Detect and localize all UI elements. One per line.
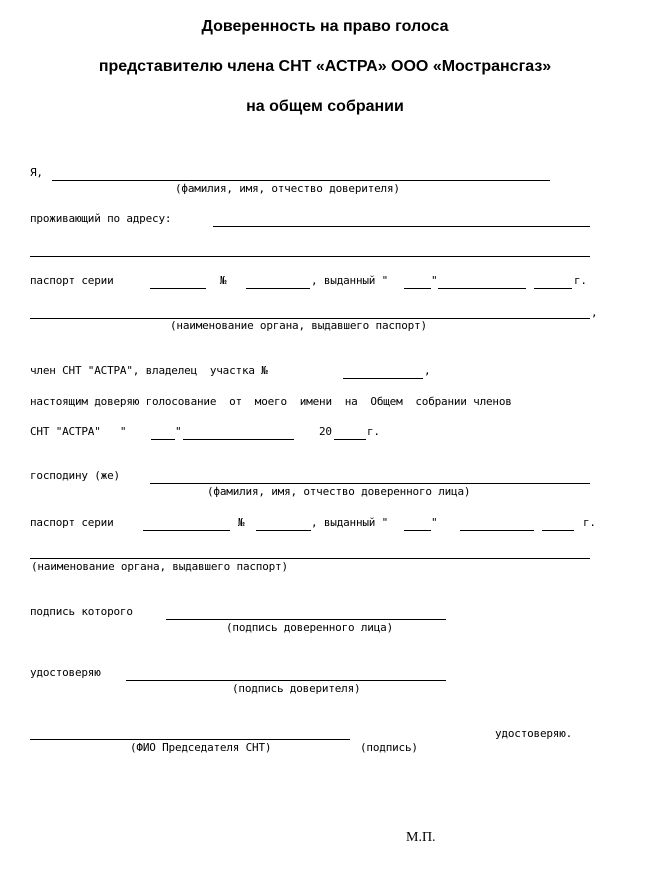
certify-label: удостоверяю: [30, 666, 101, 679]
passport-series-label: паспорт серии: [30, 274, 114, 287]
proxy-signature-caption: (подпись доверенного лица): [226, 621, 393, 634]
document-title-line-1: Доверенность на право голоса: [201, 18, 449, 35]
passport-year-suffix: г.: [574, 274, 587, 287]
member-comma: ,: [424, 364, 431, 377]
stamp-place: М.П.: [406, 830, 436, 845]
passport-issued-day-field[interactable]: [404, 288, 431, 289]
trust-text: настоящим доверяю голосование от моего имени на Общем собрании членов: [30, 395, 512, 408]
year-prefix: 20: [319, 425, 332, 438]
proxy-passport-series-field[interactable]: [143, 530, 230, 531]
passport-issuer-caption: (наименование органа, выдавшего паспорт): [170, 319, 427, 332]
snt-quote: ": [175, 425, 182, 438]
proxy-passport-month-field[interactable]: [460, 530, 534, 531]
proxy-passport-quote: ": [431, 516, 438, 529]
proxy-passport-day-field[interactable]: [404, 530, 431, 531]
address-label: проживающий по адресу:: [30, 212, 172, 225]
passport-issued-year-field[interactable]: [534, 288, 572, 289]
passport-issued-label: , выданный ": [311, 274, 389, 287]
address-field[interactable]: [213, 226, 590, 227]
trustor-fio-caption: (фамилия, имя, отчество доверителя): [175, 182, 400, 195]
proxy-fio-caption: (фамилия, имя, отчество доверенного лица): [207, 485, 471, 498]
proxy-passport-issued-label: , выданный ": [311, 516, 389, 529]
proxy-label: господину (же): [30, 469, 120, 482]
proxy-passport-year-suffix: г.: [583, 516, 596, 529]
meeting-month-field[interactable]: [183, 439, 294, 440]
proxy-passport-series-label: паспорт серии: [30, 516, 114, 529]
address-field-2[interactable]: [30, 256, 590, 257]
document-title-line-2: представителю члена СНТ «АСТРА» ООО «Мострансгаз»: [98, 58, 552, 75]
trustor-fio-field[interactable]: [52, 180, 550, 181]
proxy-passport-number-label: №: [238, 516, 245, 529]
passport-issued-quote: ": [431, 274, 438, 287]
trustor-signature-field[interactable]: [126, 680, 446, 681]
chair-fio-caption: (ФИО Председателя СНТ): [130, 741, 272, 754]
passport-issued-month-field[interactable]: [438, 288, 526, 289]
meeting-day-field[interactable]: [151, 439, 175, 440]
proxy-signature-field[interactable]: [166, 619, 446, 620]
chair-fio-field[interactable]: [30, 739, 350, 740]
certify-final: удостоверяю.: [495, 727, 573, 740]
trustor-signature-caption: (подпись доверителя): [232, 682, 361, 695]
ya-label: Я,: [30, 166, 43, 179]
meeting-year-field[interactable]: [334, 439, 366, 440]
passport-number-label: №: [220, 274, 227, 287]
proxy-passport-issuer-caption: (наименование органа, выдавшего паспорт): [31, 560, 288, 573]
document-title-line-3: на общем собрании: [246, 98, 404, 115]
passport-series-field[interactable]: [150, 288, 206, 289]
proxy-signature-label: подпись которого: [30, 605, 133, 618]
proxy-passport-issuer-field[interactable]: [30, 558, 590, 559]
passport-number-field[interactable]: [246, 288, 310, 289]
snt-text: СНТ "АСТРА" ": [30, 425, 127, 438]
plot-number-field[interactable]: [343, 378, 423, 379]
member-text: член СНТ "АСТРА", владелец участка №: [30, 364, 268, 377]
proxy-passport-number-field[interactable]: [256, 530, 311, 531]
proxy-passport-year-field[interactable]: [542, 530, 574, 531]
proxy-fio-field[interactable]: [150, 483, 590, 484]
issuer-comma: ,: [591, 306, 598, 319]
year-suffix: г.: [367, 425, 380, 438]
chair-signature-caption: (подпись): [360, 741, 418, 754]
